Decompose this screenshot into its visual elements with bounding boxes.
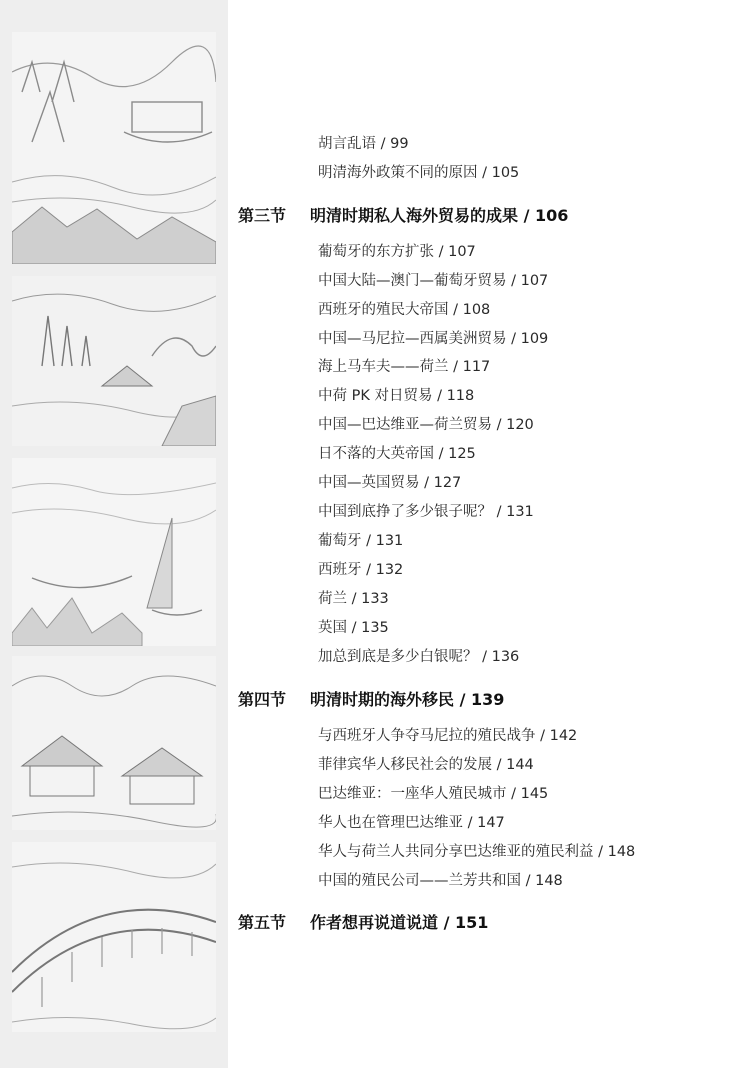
toc-entry: 西班牙 / 132 (318, 562, 404, 578)
toc-entry: 菲律宾华人移民社会的发展 / 144 (318, 757, 534, 773)
toc-entry: 胡言乱语 / 99 (318, 136, 409, 152)
toc-entry: 英国 / 135 (318, 620, 389, 636)
toc-entry: 中国—英国贸易 / 127 (318, 475, 462, 491)
illustration-river-boat-icon (12, 32, 216, 264)
illustration-bridge-icon (12, 842, 216, 1032)
toc-entry: 华人也在管理巴达维亚 / 147 (318, 815, 505, 831)
toc-entry: 荷兰 / 133 (318, 591, 389, 607)
toc-entry: 海上马车夫——荷兰 / 117 (318, 359, 491, 375)
toc-entry: 与西班牙人争夺马尼拉的殖民战争 / 142 (318, 728, 578, 744)
toc-entry: 葡萄牙 / 131 (318, 533, 404, 549)
section-heading (238, 205, 568, 227)
illustration-panel-4 (12, 656, 216, 830)
section-number: 第五节 (238, 913, 287, 932)
table-of-contents (238, 0, 738, 1068)
toc-entry: 明清海外政策不同的原因 / 105 (318, 165, 520, 181)
toc-entry: 华人与荷兰人共同分享巴达维亚的殖民利益 / 148 (318, 844, 636, 860)
section-number: 第三节 (238, 206, 287, 225)
illustration-panel-1 (12, 32, 216, 264)
toc-entry: 中国的殖民公司——兰芳共和国 / 148 (318, 873, 563, 889)
toc-entry: 西班牙的殖民大帝国 / 108 (318, 302, 491, 318)
toc-entry: 中国—马尼拉—西属美洲贸易 / 109 (318, 331, 549, 347)
illustration-panel-2 (12, 276, 216, 446)
section-number: 第四节 (238, 690, 287, 709)
toc-entry: 葡萄牙的东方扩张 / 107 (318, 244, 476, 260)
section-title: 明清时期私人海外贸易的成果 / 106 (310, 206, 569, 225)
toc-entry: 中国—巴达维亚—荷兰贸易 / 120 (318, 417, 534, 433)
illustration-village-icon (12, 656, 216, 830)
toc-entry: 日不落的大英帝国 / 125 (318, 446, 476, 462)
toc-entry: 中国到底挣了多少银子呢？ / 131 (318, 504, 534, 520)
illustration-panel-3 (12, 458, 216, 646)
illustration-harbor-town-icon (12, 276, 216, 446)
illustration-strip (0, 0, 228, 1068)
section-heading (238, 912, 488, 934)
toc-entry: 巴达维亚：一座华人殖民城市 / 145 (318, 786, 549, 802)
section-title: 作者想再说道说道 / 151 (310, 913, 489, 932)
toc-entry: 中国大陆—澳门—葡萄牙贸易 / 107 (318, 273, 549, 289)
section-heading (238, 689, 504, 711)
toc-entry: 加总到底是多少白银呢？ / 136 (318, 649, 520, 665)
section-title: 明清时期的海外移民 / 139 (310, 690, 505, 709)
toc-entry: 中荷 PK 对日贸易 / 118 (318, 388, 475, 404)
illustration-sailboat-icon (12, 458, 216, 646)
illustration-panel-5 (12, 842, 216, 1032)
